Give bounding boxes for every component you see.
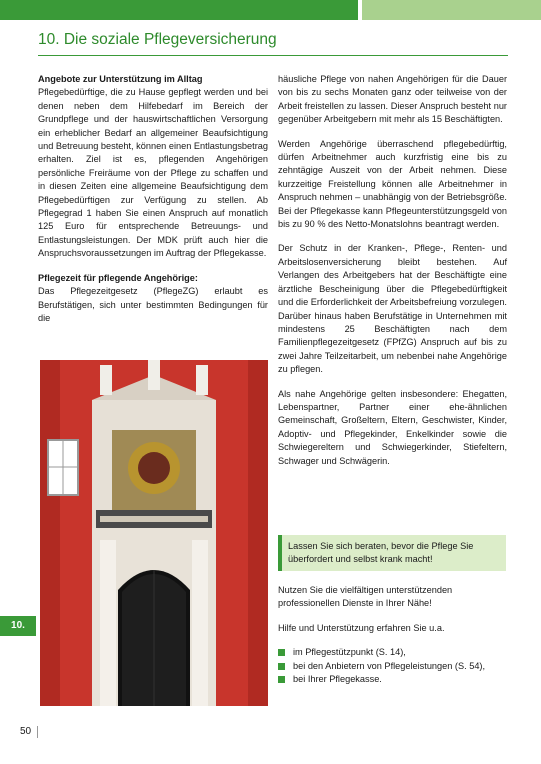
right-paragraph-5: Nutzen Sie die vielfältigen unterstützenden professionellen Dienste in Ihrer Nähe!: [278, 585, 453, 609]
page-number: 50: [20, 726, 32, 737]
top-bar-light: [362, 0, 541, 20]
right-paragraph-4: Als nahe Angehörige gelten insbesondere: Ehegatten, Lebenspartner, Partner einer ehe-ähnlichen Gemeinschaft, Großeltern, Eltern, Geschwister, Kinder, Adoptiv- und Pflegekinder, Enkelkinder sowie die Schwiegereltern und Schwiegerkinder, Stiefeltern, Schwager und Schwägerin.: [278, 388, 507, 466]
left-section-1: [38, 73, 268, 261]
subhead-alltag: Angebote zur Unterstützung im Alltag: [38, 74, 203, 84]
heading-rule: [38, 55, 508, 56]
left-paragraph-2: Das Pflegezeitgesetz (PflegeZG) erlaubt es Berufstätigen, sich unter bestimmten Bedingungen für die: [38, 286, 268, 323]
right-paragraph-2: Werden Angehörige überraschend pflegebedürftig, dürfen Arbeitnehmer auch kurzfristig eine bis zu zehntägige Auszeit von der Arbeit nehmen. Diese kurzzeitige Freistellung können alle Arbeitnehmer in Anspruch nehmen – unabhängig von der Betriebsgröße. Bei der Pflegekasse kann Pflegeunterstützungsgeld von bis zu 90 % des Netto-Monatslohns beantragt werden.: [278, 138, 507, 230]
left-paragraph-1: Pflegebedürftige, die zu Hause gepflegt werden und bei denen neben dem Hilfebedarf im Bereich der Grundpflege und der hauswirtschaftlichen Versorgung ein erheblicher Bedarf an allgemeiner Beaufsichtigung und Betreuung besteht, können einen Entlastungsbetrag erhalten. Ziel ist es, pflegenden Angehörigen persönliche Freiräume von der Pflege zu schaffen und in diesen Zeiten eine allgemeine Beaufsichtigung dem Pflegebedürftigen zur Verfügung zu stellen. Ab Pflegegrad 1 haben Sie einen Anspruch auf monatlich 125 Euro für entsprechende Betreuungs- und Entlastungsleistungen. Der MDK prüft auch hier die Anspruchsvoraussetzungen im Auftrag der Pflegekasse.: [38, 87, 268, 259]
subhead-pflegezeit: Pflegezeit für pflegende Angehörige:: [38, 272, 198, 283]
chapter-title: 10. Die soziale Pflegeversicherung: [38, 31, 277, 48]
left-section-2: [38, 272, 268, 326]
building-portal-photo: [40, 360, 268, 706]
left-column: [38, 73, 268, 336]
right-column-lower: [278, 584, 507, 686]
square-bullet-icon: [278, 649, 285, 656]
list-item: im Pflegestützpunkt (S. 14),: [278, 646, 507, 659]
right-paragraph-1: häusliche Pflege von nahen Angehörigen für die Dauer von bis zu sechs Monaten ganz oder teilweise von der Arbeit freistellen zu lassen. Dieser Anspruch besteht nur gegenüber Arbeitgebern mit mehr als 15 Beschäftigten.: [278, 74, 507, 125]
right-column: [278, 73, 507, 479]
advice-callout: [278, 535, 506, 571]
page-number-separator: [37, 726, 38, 738]
square-bullet-icon: [278, 663, 285, 670]
list-item: bei Ihrer Pflegekasse.: [278, 673, 507, 686]
callout-text: Lassen Sie sich beraten, bevor die Pflege Sie überfordert und selbst krank macht!: [288, 541, 474, 565]
top-bar-dark: [0, 0, 358, 20]
chapter-tab: 10.: [0, 616, 36, 636]
right-paragraph-6: Hilfe und Unterstützung erfahren Sie u.a.: [278, 622, 445, 633]
help-list: [278, 646, 507, 686]
right-paragraph-3: Der Schutz in der Kranken-, Pflege-, Renten- und Arbeitslosenversicherung bleibt bestehen. Auf Verlangen des Arbeitgebers hat der Beschäftigte eine ärztliche Bescheinigung über die Pflegebedürftigkeit und die Erforderlichkeit der Arbeitsbefreiung vorzulegen. Darüber hinaus haben Berufstätige in Unternehmen mit mindestens 25 Beschäftigten nach dem Familienpflegezeitgesetz (FPfZG) Anspruch auf bis zu zwei Jahre Teilzeitarbeit, um nebenbei nahe Angehörige zu pflegen.: [278, 243, 507, 375]
list-item: bei den Anbietern von Pflegeleistungen (S. 54),: [278, 660, 507, 673]
square-bullet-icon: [278, 676, 285, 683]
